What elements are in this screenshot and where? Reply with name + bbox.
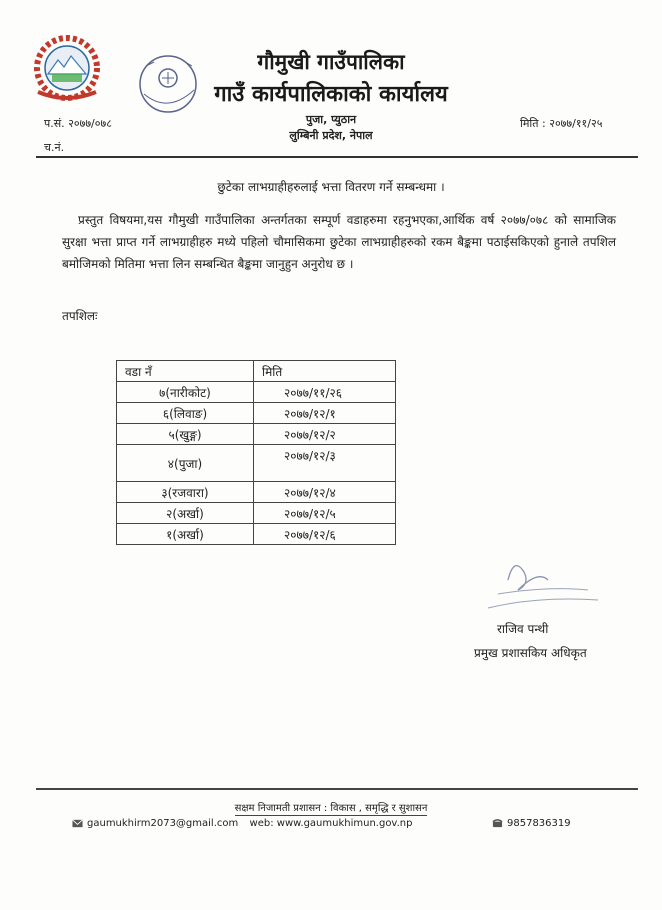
address-line-1: पुजा, प्युठान xyxy=(305,113,357,126)
date-cell: २०७७/१२/६ xyxy=(254,524,396,545)
details-label: तपशिलः xyxy=(62,309,98,323)
signatory-name: राजिव पन्थी xyxy=(497,622,549,636)
table-row xyxy=(117,482,396,503)
office-name: गाउँ कार्यपालिकाको कार्यालय xyxy=(214,82,448,107)
table-row xyxy=(117,403,396,424)
letter-date: मिति : २०७७/११/२५ xyxy=(520,117,603,130)
ward-cell: ६(लिवाङ) xyxy=(117,403,254,424)
municipality-name: गौमुखी गाउँपालिका xyxy=(257,50,405,74)
phone-text: 9857836319 xyxy=(507,818,571,829)
email-text: gaumukhirm2073@gmail.com xyxy=(87,818,239,829)
ward-column-header: वडा नँ xyxy=(117,361,254,382)
ward-cell: ४(पुजा) xyxy=(117,445,254,482)
date-column-header: मिति xyxy=(254,361,396,382)
ward-cell: ५(खुङ्ग) xyxy=(117,424,254,445)
footer-phone xyxy=(492,818,571,829)
dispatch-number: च.नं. xyxy=(44,141,65,154)
date-cell: २०७७/१२/५ xyxy=(254,503,396,524)
ward-cell: २(अर्खा) xyxy=(117,503,254,524)
header-divider xyxy=(36,156,638,158)
date-cell: २०७७/१२/४ xyxy=(254,482,396,503)
date-cell: २०७७/१२/१ xyxy=(254,403,396,424)
table-row xyxy=(117,524,396,545)
date-cell: २०७७/११/२६ xyxy=(254,382,396,403)
footer-website: web: www.gaumukhimun.gov.np xyxy=(249,818,413,829)
signatory-title: प्रमुख प्रशासकिय अधिकृत xyxy=(474,646,587,660)
ward-cell: ३(रजवारा) xyxy=(117,482,254,503)
ward-cell: १(अर्खा) xyxy=(117,524,254,545)
table-row xyxy=(117,382,396,403)
phone-icon xyxy=(492,818,503,829)
letter-subject: छुटेका लाभग्राहीहरुलाई भत्ता वितरण गर्ने सम्बन्धमा । xyxy=(217,180,445,194)
slogan-text: सक्षम निजामती प्रशासन : विकास , समृद्धि र सुशासन xyxy=(234,803,428,814)
table-row xyxy=(117,503,396,524)
table-header-row xyxy=(117,361,396,382)
ward-schedule-table xyxy=(116,360,396,545)
footer-divider xyxy=(36,788,638,790)
letter-body-paragraph: प्रस्तुत विषयमा,यस गौमुखी गाउँपालिका अन्तर्गतका सम्पूर्ण वडाहरुमा रहनुभएका,आर्थिक वर्ष २०७७/०७८ को सामाजिक सुरक्षा भत्ता प्राप्त गर्ने लाभग्राहीहरु मध्ये पहिलो चौमासिकमा छुटेका लाभग्राहीहरुको रकम बैङ्कमा पठाईसकिएको हुनाले तपशिल बमोजिमको मितिमा भत्ता लिन सम्बन्धित बैङ्कमा जानुहुन अनुरोध छ । xyxy=(62,213,616,271)
table-row xyxy=(117,445,396,482)
signature-stamp-icon xyxy=(478,550,608,620)
ward-cell: ७(नारीकोट) xyxy=(117,382,254,403)
date-cell: २०७७/१२/३ xyxy=(254,445,396,482)
reference-number: प.सं. २०७७/०७८ xyxy=(44,117,112,130)
table-row xyxy=(117,424,396,445)
address-line-2: लुम्बिनी प्रदेश, नेपाल xyxy=(289,129,373,142)
date-cell: २०७७/१२/२ xyxy=(254,424,396,445)
footer-slogan xyxy=(0,800,662,814)
